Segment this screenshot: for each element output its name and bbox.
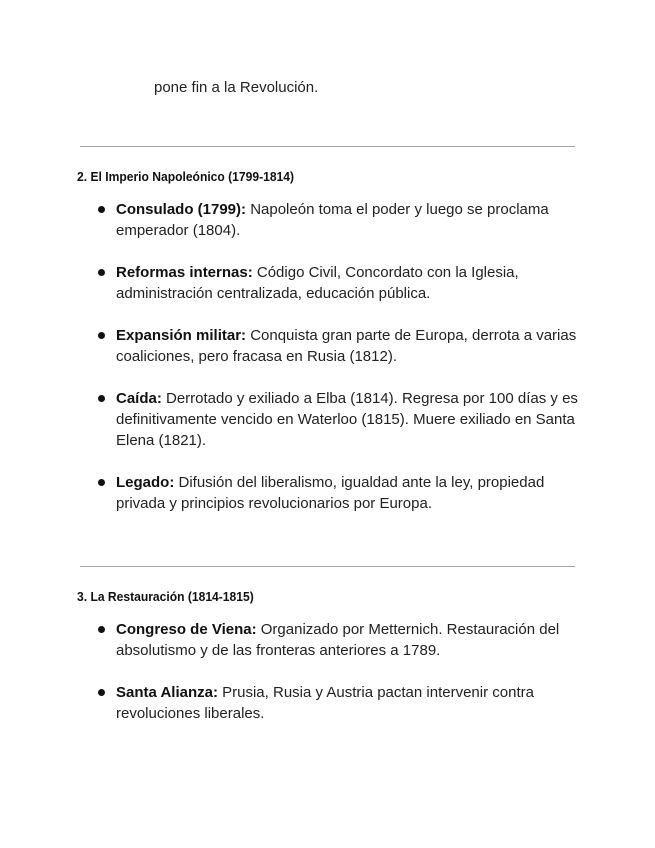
section-heading-restauracion: 3. La Restauración (1814-1815)	[77, 589, 254, 604]
bullet-icon	[98, 479, 105, 486]
bullet-list-restauracion	[96, 619, 586, 745]
section-divider	[80, 566, 575, 567]
list-item	[96, 619, 586, 661]
list-item	[96, 472, 586, 514]
section-divider	[80, 146, 575, 147]
item-term: Consulado (1799):	[116, 201, 247, 218]
item-text: Código Civil, Concordato con la Iglesia, administración centralizada, educación pública.	[116, 264, 519, 302]
item-term: Legado:	[116, 474, 175, 491]
item-term: Reformas internas:	[116, 264, 253, 281]
item-text: Napoleón toma el poder y luego se proclama emperador (1804).	[116, 201, 549, 239]
bullet-icon	[98, 269, 105, 276]
item-text: Derrotado y exiliado a Elba (1814). Regresa por 100 días y es definitivamente vencido en Waterloo (1815). Muere exiliado en Santa Elena (1821).	[116, 390, 578, 449]
continued-text: pone fin a la Revolución.	[154, 79, 319, 96]
bullet-icon	[98, 206, 105, 213]
item-text: Conquista gran parte de Europa, derrota a varias coaliciones, pero fracasa en Rusia (1812).	[116, 327, 577, 365]
section-heading-imperio: 2. El Imperio Napoleónico (1799-1814)	[77, 169, 295, 184]
list-item	[96, 199, 586, 241]
bullet-list-imperio	[96, 199, 586, 535]
bullet-icon	[98, 626, 105, 633]
item-term: Caída:	[116, 390, 162, 407]
item-text: Prusia, Rusia y Austria pactan intervenir contra revoluciones liberales.	[116, 684, 534, 722]
list-item	[96, 388, 586, 451]
list-item	[96, 325, 586, 367]
list-item	[96, 682, 586, 724]
list-item	[96, 262, 586, 304]
bullet-icon	[98, 689, 105, 696]
item-text: Organizado por Metternich. Restauración del absolutismo y de las fronteras anteriores a 1789.	[116, 621, 560, 659]
item-text: Difusión del liberalismo, igualdad ante la ley, propiedad privada y principios revolucionarios por Europa.	[116, 474, 545, 512]
item-term: Santa Alianza:	[116, 684, 218, 701]
item-term: Congreso de Viena:	[116, 621, 257, 638]
bullet-icon	[98, 395, 105, 402]
bullet-icon	[98, 332, 105, 339]
item-term: Expansión militar:	[116, 327, 247, 344]
